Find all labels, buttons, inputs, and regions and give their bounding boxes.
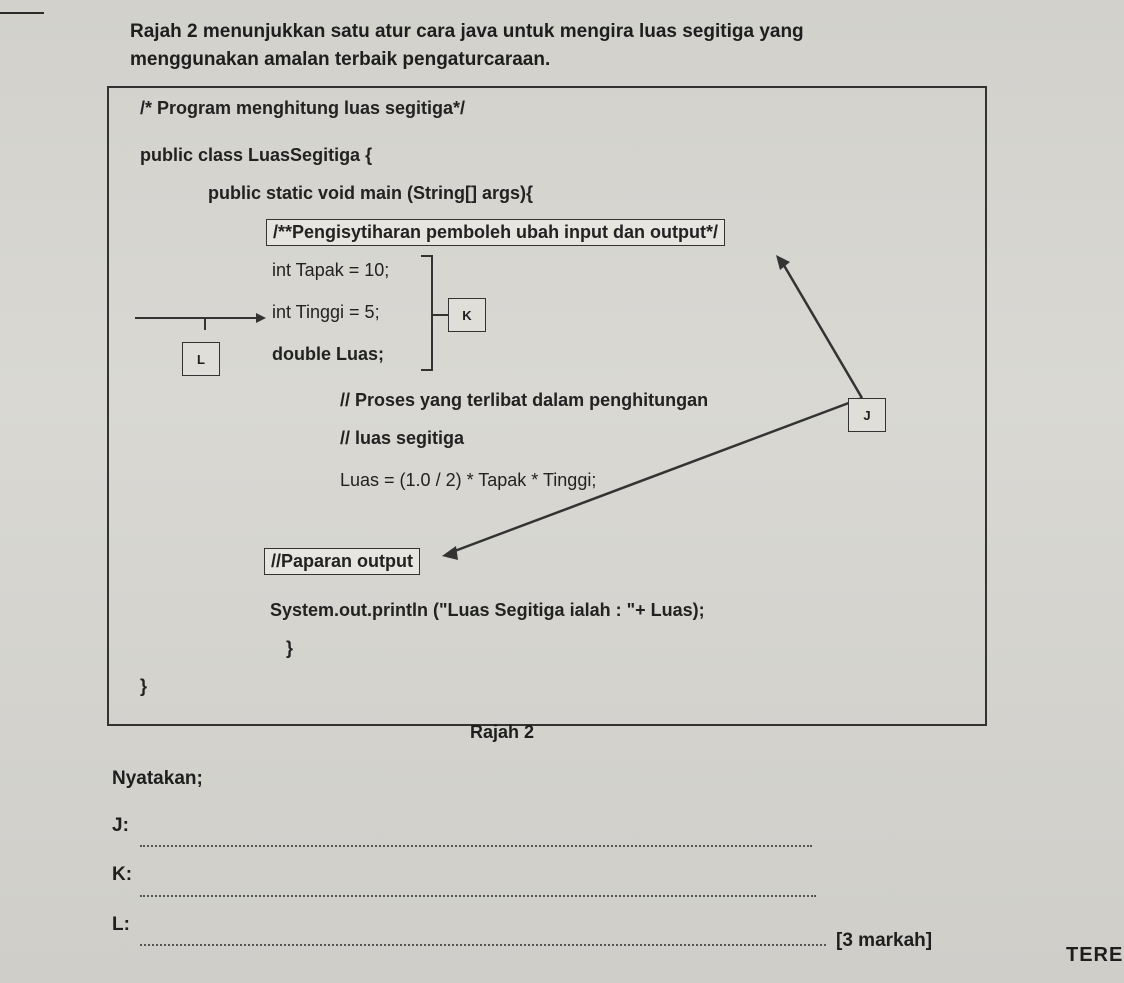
j-arrow-line-upper xyxy=(782,262,862,398)
comment-program: /* Program menghitung luas segitiga*/ xyxy=(140,98,466,118)
close-brace-inner: } xyxy=(286,638,294,658)
close-brace-outer: } xyxy=(140,676,148,696)
footer-text: TERE xyxy=(1066,944,1124,966)
var-luas: double Luas; xyxy=(272,344,384,364)
j-arrowhead-lower xyxy=(442,546,458,560)
answer-k-line[interactable] xyxy=(140,895,816,897)
answer-j-line[interactable] xyxy=(140,845,812,847)
comment-process-1: // Proses yang terlibat dalam penghitungan xyxy=(340,390,709,410)
intro-line-2: menggunakan amalan terbaik pengaturcaraan. xyxy=(130,49,551,70)
comment-process-2: // luas segitiga xyxy=(340,428,465,448)
println-line: System.out.println ("Luas Segitiga ialah : "+ Luas); xyxy=(270,600,705,620)
question-prompt: Nyatakan; xyxy=(112,768,203,789)
var-tinggi: int Tinggi = 5; xyxy=(272,302,380,322)
answer-k-label: K: xyxy=(112,864,133,885)
k-bracket xyxy=(421,256,432,370)
var-tapak: int Tapak = 10; xyxy=(272,260,390,280)
answer-l-line[interactable] xyxy=(140,944,826,946)
intro-line-1: Rajah 2 menunjukkan satu atur cara java untuk mengira luas segitiga yang xyxy=(130,21,804,42)
figure-caption: Rajah 2 xyxy=(470,722,535,742)
answer-j-label: J: xyxy=(112,815,129,836)
marks-label: [3 markah] xyxy=(836,930,933,951)
j-arrowhead-upper xyxy=(776,255,790,270)
l-pointer-arrowhead xyxy=(256,313,266,323)
label-j: J xyxy=(848,398,886,432)
label-k: K xyxy=(448,298,486,332)
label-l: L xyxy=(182,342,220,376)
main-declaration: public static void main (String[] args){ xyxy=(208,183,534,203)
comment-output-box: //Paparan output xyxy=(264,548,420,575)
formula-line: Luas = (1.0 / 2) * Tapak * Tinggi; xyxy=(340,470,597,490)
class-declaration: public class LuasSegitiga { xyxy=(140,145,373,165)
comment-declaration-box: /**Pengisytiharan pemboleh ubah input dan output*/ xyxy=(266,219,725,246)
answer-l-label: L: xyxy=(112,914,130,935)
